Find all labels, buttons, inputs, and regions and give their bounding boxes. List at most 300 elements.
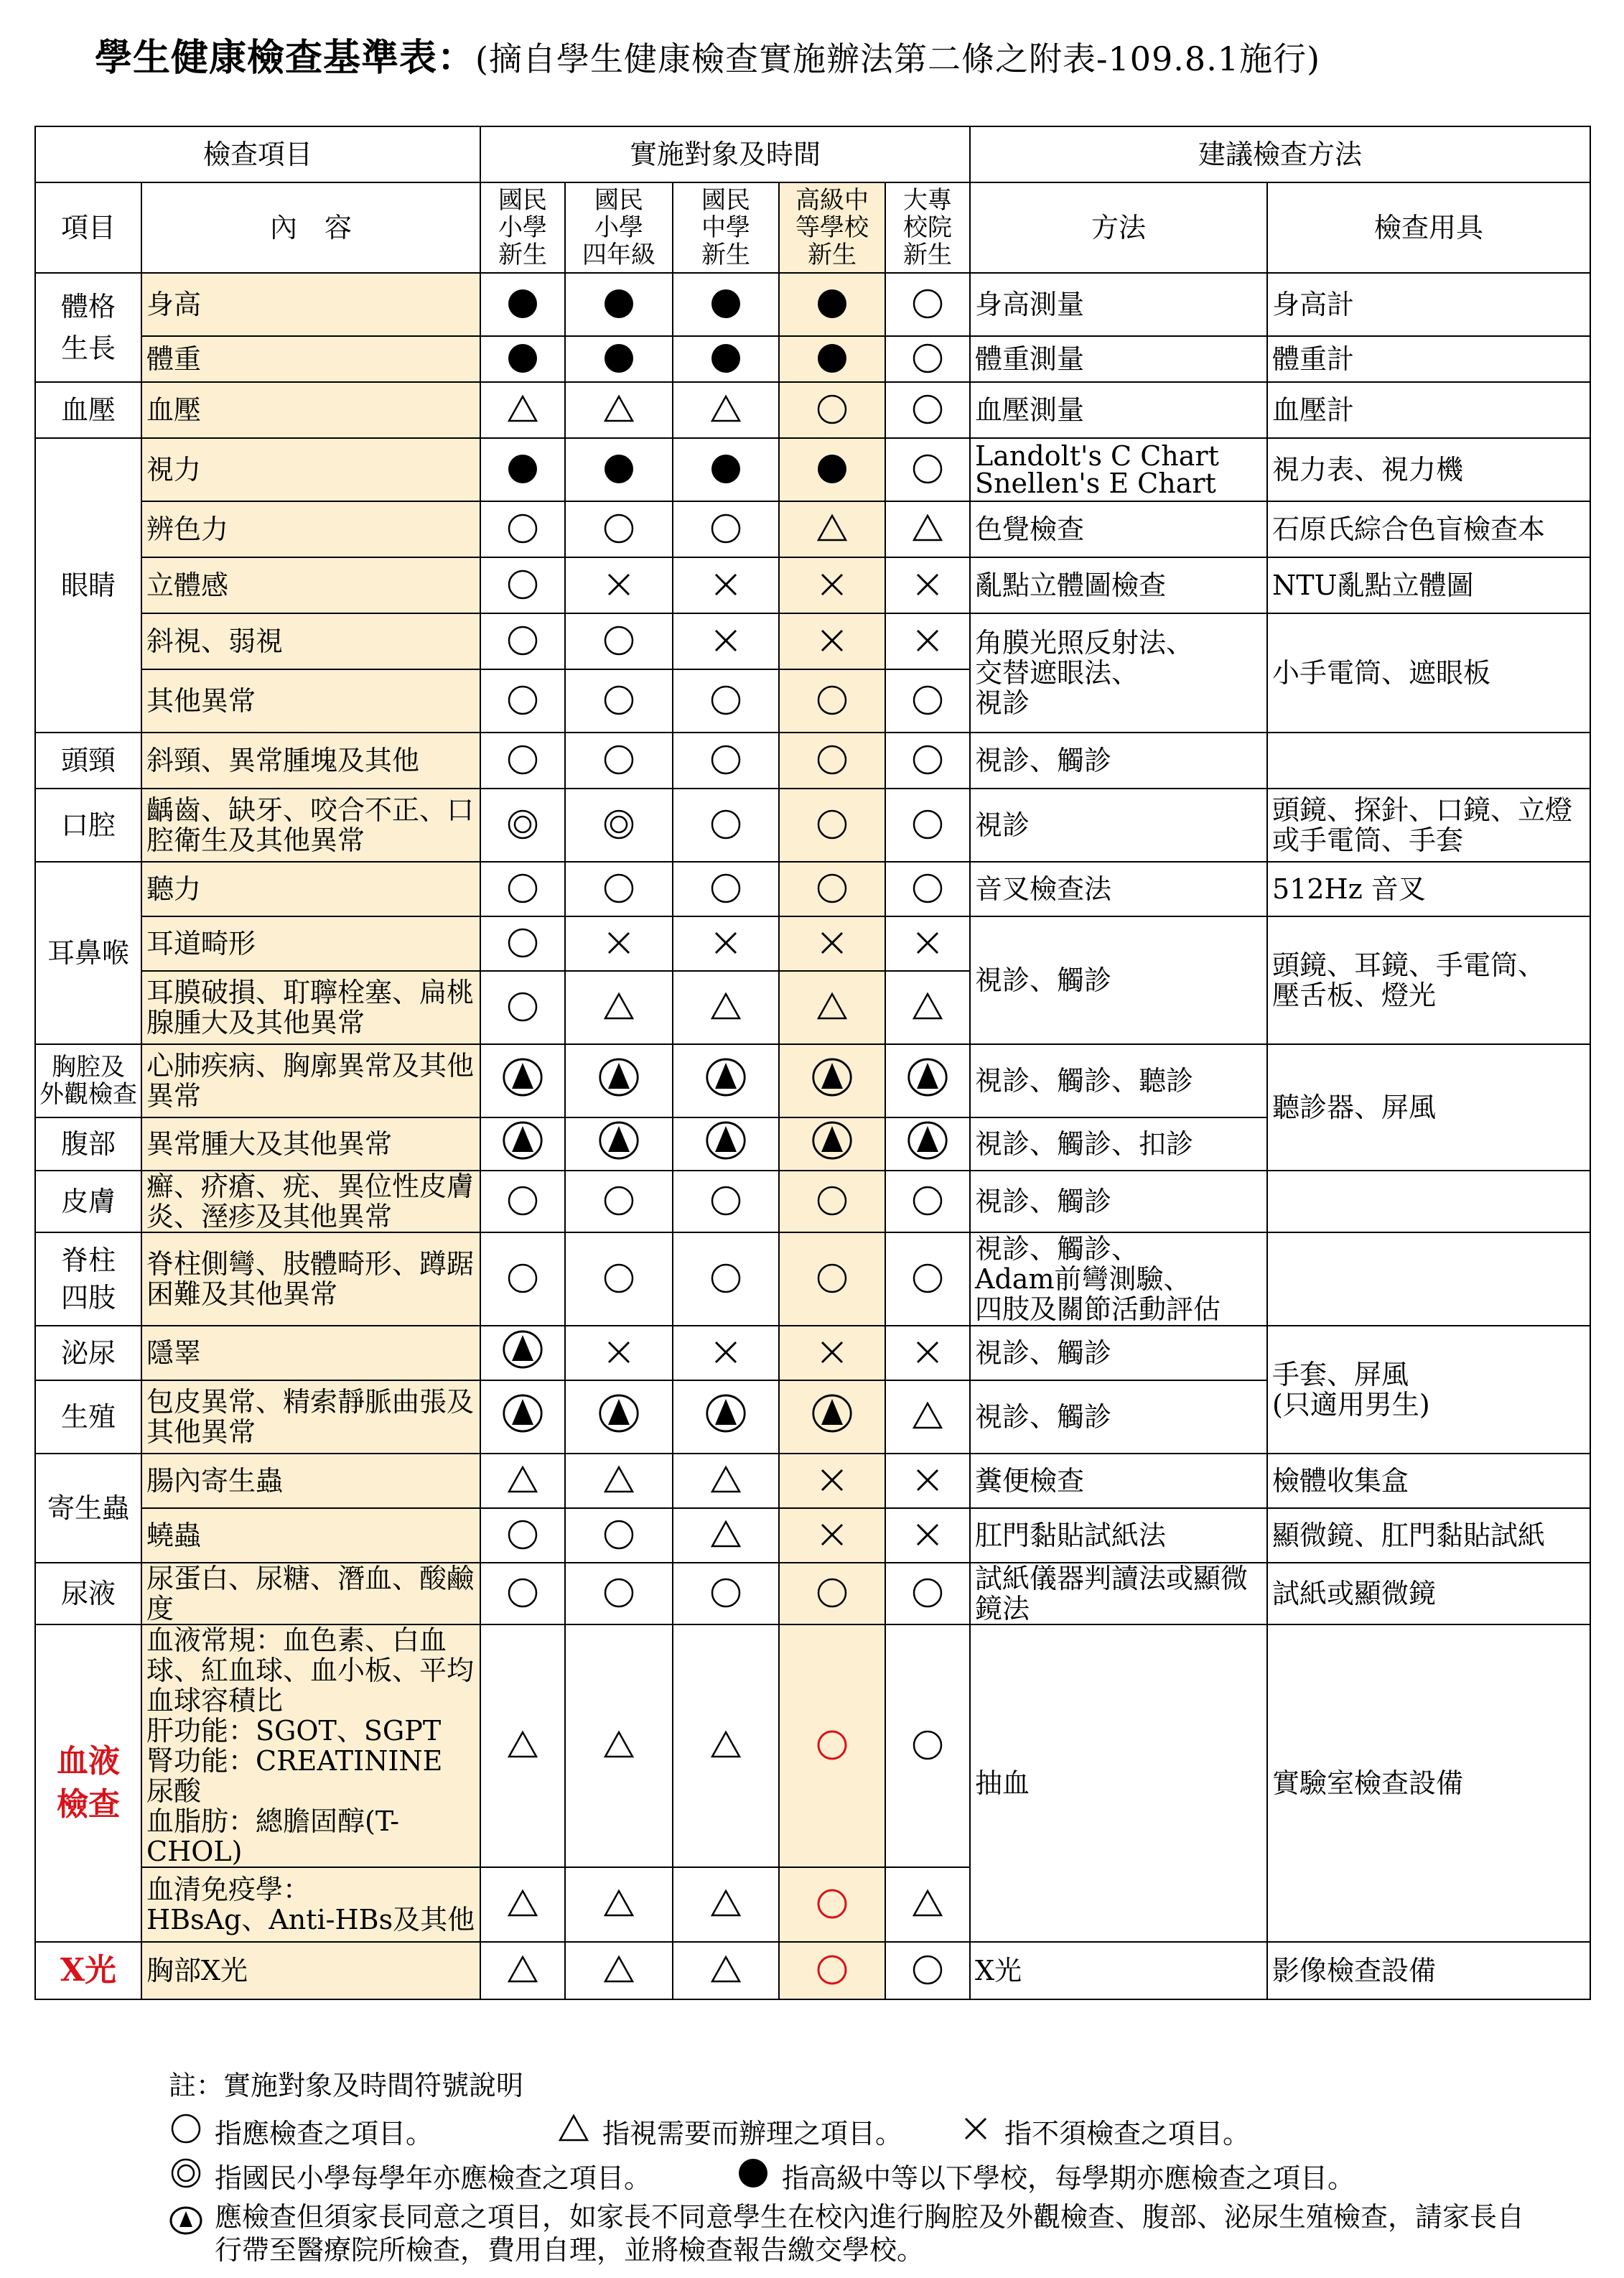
method-cell: 視診、觸診 — [970, 1326, 1267, 1380]
symbol-cell — [565, 1380, 673, 1454]
symbol-cell — [565, 438, 673, 501]
circle-icon — [811, 804, 853, 845]
symbol-cell — [885, 669, 970, 733]
legend-notes — [169, 2067, 1533, 2267]
method-cell: Landolt's C Chart Snellen's E Chart — [970, 438, 1267, 501]
symbol-cell — [885, 382, 970, 438]
symbol-cell — [565, 1044, 673, 1117]
symbol-cell — [885, 1171, 970, 1232]
symbol-cell — [480, 789, 565, 862]
circled-triangle-icon — [598, 1120, 640, 1161]
triangle-icon — [705, 1724, 747, 1766]
symbol-cell — [565, 1171, 673, 1232]
symbol-cell — [565, 1867, 673, 1942]
triangle-icon — [598, 389, 640, 430]
symbol-cell — [565, 336, 673, 382]
symbol-cell — [480, 1624, 565, 1867]
header-item: 項目 — [35, 182, 141, 273]
symbol-cell — [779, 336, 885, 382]
triangle-icon — [598, 1883, 640, 1925]
title-sub: (摘自學生健康檢查實施辦法第二條之附表-109.8.1施行) — [475, 39, 1321, 78]
circled-triangle-icon — [598, 1056, 640, 1098]
cross-icon — [811, 922, 853, 964]
method-cell: 抽血 — [970, 1624, 1267, 1942]
symbol-cell — [885, 733, 970, 789]
circle-icon — [705, 679, 747, 721]
header-tools: 檢查用具 — [1267, 182, 1590, 273]
header-targets: 實施對象及時間 — [480, 126, 970, 182]
symbol-cell — [480, 1508, 565, 1563]
group-label: X光 — [35, 1942, 141, 1999]
group-label: 皮膚 — [35, 1171, 141, 1232]
method-cell: 糞便檢查 — [970, 1454, 1267, 1508]
symbol-cell — [779, 1867, 885, 1942]
group-label: 泌尿 — [35, 1326, 141, 1380]
circle-icon — [811, 389, 853, 430]
triangle-icon — [598, 1459, 640, 1501]
triangle-icon — [705, 1949, 747, 1991]
triangle-icon — [502, 389, 543, 430]
symbol-cell — [565, 273, 673, 336]
header-method: 方法 — [970, 182, 1267, 273]
symbol-cell — [480, 1563, 565, 1624]
symbol-cell — [885, 1942, 970, 1999]
circle-icon — [598, 508, 640, 549]
black-dot-icon — [502, 283, 543, 325]
legend-cross-text: 指不須檢查之項目。 — [1004, 2117, 1251, 2149]
method-cell: 試紙儀器判讀法或顯微鏡法 — [970, 1563, 1267, 1624]
circle-icon — [811, 1572, 853, 1614]
triangle-icon — [502, 1949, 543, 1991]
circled-triangle-icon — [502, 1056, 543, 1098]
circle-icon — [598, 868, 640, 909]
circled-triangle-icon — [169, 2200, 215, 2247]
tools-cell: 影像檢查設備 — [1267, 1942, 1590, 1999]
circle-icon — [502, 564, 543, 605]
cross-icon — [705, 564, 747, 605]
symbol-cell — [673, 438, 779, 501]
red-circle-icon — [811, 1949, 853, 1991]
group-label: 生殖 — [35, 1380, 141, 1454]
symbol-cell — [480, 916, 565, 971]
circle-icon — [705, 1180, 747, 1222]
circle-icon — [907, 804, 948, 845]
method-cell: 視診、觸診 — [970, 733, 1267, 789]
tools-cell: 頭鏡、耳鏡、手電筒、 壓舌板、燈光 — [1267, 916, 1590, 1044]
legend-triangle-text: 指視需要而辦理之項目。 — [602, 2117, 903, 2149]
symbol-cell — [673, 1867, 779, 1942]
symbol-cell — [565, 733, 673, 789]
symbol-cell — [885, 613, 970, 669]
circle-icon — [907, 868, 948, 909]
content-cell: 辨色力 — [141, 501, 480, 557]
circle-icon — [502, 679, 543, 721]
symbol-cell — [779, 1942, 885, 1999]
circled-triangle-icon — [705, 1120, 747, 1161]
symbol-cell — [480, 669, 565, 733]
tools-cell: 血壓計 — [1267, 382, 1590, 438]
triangle-icon — [502, 1459, 543, 1501]
symbol-cell — [565, 1624, 673, 1867]
header-methods: 建議檢查方法 — [970, 126, 1590, 182]
circle-icon — [705, 804, 747, 845]
content-cell: 血清免疫學： HBsAg、Anti-HBs及其他 — [141, 1867, 480, 1942]
header-grade-3: 國民 中學 新生 — [673, 182, 779, 273]
content-cell: 癬、疥瘡、疣、異位性皮膚炎、溼疹及其他異常 — [141, 1171, 480, 1232]
cross-icon — [705, 922, 747, 964]
symbol-cell — [779, 1508, 885, 1563]
cross-icon — [811, 620, 853, 661]
symbol-cell — [885, 1117, 970, 1171]
circle-icon — [598, 1572, 640, 1614]
circled-triangle-icon — [907, 1056, 948, 1098]
symbol-cell — [480, 1171, 565, 1232]
content-cell: 聽力 — [141, 862, 480, 916]
tools-cell: 實驗室檢查設備 — [1267, 1624, 1590, 1942]
symbol-cell — [673, 1942, 779, 1999]
symbol-cell — [480, 862, 565, 916]
circle-icon — [705, 1572, 747, 1614]
symbol-cell — [779, 1380, 885, 1454]
circle-icon — [502, 508, 543, 549]
content-cell: 脊柱側彎、肢體畸形、蹲踞困難及其他異常 — [141, 1232, 480, 1326]
symbol-cell — [565, 1508, 673, 1563]
symbol-cell — [885, 1563, 970, 1624]
symbol-cell — [779, 1232, 885, 1326]
circled-triangle-icon — [907, 1120, 948, 1161]
symbol-cell — [779, 789, 885, 862]
symbol-cell — [673, 916, 779, 971]
circle-icon — [907, 1257, 948, 1299]
symbol-cell — [480, 501, 565, 557]
symbol-cell — [673, 1232, 779, 1326]
symbol-cell — [673, 1117, 779, 1171]
black-dot-icon — [736, 2156, 782, 2200]
symbol-cell — [885, 438, 970, 501]
legend-circle-text: 指應檢查之項目。 — [215, 2117, 434, 2149]
triangle-icon — [907, 986, 948, 1028]
symbol-cell — [885, 1326, 970, 1380]
symbol-cell — [885, 1624, 970, 1867]
circle-icon — [811, 868, 853, 909]
symbol-cell — [480, 1326, 565, 1380]
double-circle-icon — [169, 2156, 215, 2200]
black-dot-icon — [705, 338, 747, 379]
symbol-cell — [673, 501, 779, 557]
circle-icon — [502, 620, 543, 661]
legend-title: 註：實施對象及時間符號說明 — [169, 2070, 524, 2101]
symbol-cell — [480, 1117, 565, 1171]
circle-icon — [502, 922, 543, 964]
symbol-cell — [565, 501, 673, 557]
symbol-cell — [480, 336, 565, 382]
black-dot-icon — [705, 448, 747, 490]
tools-cell: 試紙或顯微鏡 — [1267, 1563, 1590, 1624]
cross-icon — [907, 922, 948, 964]
symbol-cell — [565, 916, 673, 971]
black-dot-icon — [598, 448, 640, 490]
triangle-icon — [705, 1514, 747, 1556]
black-dot-icon — [598, 283, 640, 325]
circled-triangle-icon — [502, 1120, 543, 1161]
red-circle-icon — [811, 1724, 853, 1766]
content-cell: 耳膜破損、耵聹栓塞、扁桃腺腫大及其他異常 — [141, 971, 480, 1044]
triangle-icon — [811, 508, 853, 549]
symbol-cell — [673, 733, 779, 789]
tools-cell: 聽診器、屏風 — [1267, 1044, 1590, 1171]
red-circle-icon — [811, 1883, 853, 1925]
header-content: 內 容 — [141, 182, 480, 273]
content-cell: 立體感 — [141, 557, 480, 613]
group-label: 眼睛 — [35, 438, 141, 733]
circle-icon — [598, 1514, 640, 1556]
cross-icon — [907, 1331, 948, 1373]
cross-icon — [907, 564, 948, 605]
symbol-cell — [480, 1867, 565, 1942]
content-cell: 胸部X光 — [141, 1942, 480, 1999]
symbol-cell — [779, 438, 885, 501]
content-cell: 腸內寄生蟲 — [141, 1454, 480, 1508]
header-grade-2: 國民 小學 四年級 — [565, 182, 673, 273]
cross-icon — [958, 2111, 1004, 2155]
circled-triangle-icon — [811, 1120, 853, 1161]
triangle-icon — [907, 508, 948, 549]
symbol-cell — [673, 789, 779, 862]
symbol-cell — [480, 971, 565, 1044]
circled-triangle-icon — [705, 1393, 747, 1434]
method-cell: 身高測量 — [970, 273, 1267, 336]
symbol-cell — [779, 501, 885, 557]
symbol-cell — [565, 1326, 673, 1380]
content-cell: 隱睪 — [141, 1326, 480, 1380]
symbol-cell — [480, 733, 565, 789]
symbol-cell — [673, 1380, 779, 1454]
symbol-cell — [885, 1232, 970, 1326]
symbol-cell — [480, 557, 565, 613]
double-circle-icon — [598, 804, 640, 845]
content-cell: 包皮異常、精索靜脈曲張及其他異常 — [141, 1380, 480, 1454]
legend-double-circle-text: 指國民小學每學年亦應檢查之項目。 — [215, 2162, 652, 2194]
tools-cell: NTU亂點立體圖 — [1267, 557, 1590, 613]
symbol-cell — [779, 1624, 885, 1867]
symbol-cell — [480, 613, 565, 669]
tools-cell: 視力表、視力機 — [1267, 438, 1590, 501]
health-check-table — [34, 126, 1591, 2000]
circled-triangle-icon — [502, 1329, 543, 1370]
symbol-cell — [779, 1454, 885, 1508]
circle-icon — [705, 868, 747, 909]
symbol-cell — [673, 1563, 779, 1624]
group-label: 胸腔及 外觀檢查 — [35, 1044, 141, 1117]
symbol-cell — [779, 1171, 885, 1232]
symbol-cell — [673, 613, 779, 669]
tools-cell: 檢體收集盒 — [1267, 1454, 1590, 1508]
circle-icon — [907, 739, 948, 781]
header-grade-1: 國民 小學 新生 — [480, 182, 565, 273]
circle-icon — [705, 508, 747, 549]
method-cell: 角膜光照反射法、 交替遮眼法、 視診 — [970, 613, 1267, 733]
symbol-cell — [480, 273, 565, 336]
symbol-cell — [779, 669, 885, 733]
symbol-cell — [673, 971, 779, 1044]
symbol-cell — [565, 1563, 673, 1624]
tools-cell: 頭鏡、探針、口鏡、立燈或手電筒、手套 — [1267, 789, 1590, 862]
triangle-icon — [556, 2111, 602, 2155]
tools-cell — [1267, 1232, 1590, 1326]
symbol-cell — [885, 557, 970, 613]
circle-icon — [502, 1257, 543, 1299]
symbol-cell — [885, 1508, 970, 1563]
symbol-cell — [480, 382, 565, 438]
symbol-cell — [673, 1044, 779, 1117]
cross-icon — [705, 1331, 747, 1373]
black-dot-icon — [502, 338, 543, 379]
circle-icon — [907, 283, 948, 325]
content-cell: 異常腫大及其他異常 — [141, 1117, 480, 1171]
tools-cell: 小手電筒、遮眼板 — [1267, 613, 1590, 733]
symbol-cell — [565, 613, 673, 669]
symbol-cell — [673, 669, 779, 733]
circle-icon — [598, 679, 640, 721]
symbol-cell — [885, 273, 970, 336]
symbol-cell — [673, 1454, 779, 1508]
content-cell: 斜視、弱視 — [141, 613, 480, 669]
symbol-cell — [565, 971, 673, 1044]
circle-icon — [502, 1572, 543, 1614]
symbol-cell — [673, 1508, 779, 1563]
symbol-cell — [565, 669, 673, 733]
circled-triangle-icon — [598, 1393, 640, 1434]
method-cell: 體重測量 — [970, 336, 1267, 382]
cross-icon — [598, 922, 640, 964]
content-cell: 尿蛋白、尿糖、潛血、酸鹼度 — [141, 1563, 480, 1624]
tools-cell: 顯微鏡、肛門黏貼試紙 — [1267, 1508, 1590, 1563]
circled-triangle-icon — [811, 1056, 853, 1098]
circle-icon — [502, 739, 543, 781]
circle-icon — [811, 739, 853, 781]
triangle-icon — [811, 986, 853, 1028]
tools-cell: 512Hz 音叉 — [1267, 862, 1590, 916]
circle-icon — [907, 679, 948, 721]
black-dot-icon — [705, 283, 747, 325]
circle-icon — [907, 1724, 948, 1766]
circle-icon — [598, 620, 640, 661]
circle-icon — [907, 1949, 948, 1991]
circle-icon — [502, 986, 543, 1028]
circle-icon — [598, 739, 640, 781]
symbol-cell — [565, 1942, 673, 1999]
symbol-cell — [480, 438, 565, 501]
symbol-cell — [779, 916, 885, 971]
cross-icon — [907, 1514, 948, 1556]
symbol-cell — [565, 382, 673, 438]
circle-icon — [907, 1180, 948, 1222]
symbol-cell — [565, 1117, 673, 1171]
triangle-icon — [907, 1395, 948, 1437]
circle-icon — [907, 1572, 948, 1614]
content-cell: 心肺疾病、胸廓異常及其他異常 — [141, 1044, 480, 1117]
method-cell: 視診、觸診、扣診 — [970, 1117, 1267, 1171]
group-label: 血壓 — [35, 382, 141, 438]
symbol-cell — [779, 733, 885, 789]
symbol-cell — [779, 971, 885, 1044]
circle-icon — [811, 679, 853, 721]
content-cell: 體重 — [141, 336, 480, 382]
group-label: 血液 檢查 — [35, 1624, 141, 1942]
symbol-cell — [673, 273, 779, 336]
symbol-cell — [885, 862, 970, 916]
symbol-cell — [779, 613, 885, 669]
tools-cell: 體重計 — [1267, 336, 1590, 382]
triangle-icon — [502, 1724, 543, 1766]
double-circle-icon — [502, 804, 543, 845]
symbol-cell — [673, 382, 779, 438]
circled-triangle-icon — [705, 1056, 747, 1098]
method-cell: 視診、觸診、聽診 — [970, 1044, 1267, 1117]
content-cell: 視力 — [141, 438, 480, 501]
group-label: 腹部 — [35, 1117, 141, 1171]
circle-icon — [811, 1180, 853, 1222]
symbol-cell — [673, 1624, 779, 1867]
content-cell: 耳道畸形 — [141, 916, 480, 971]
triangle-icon — [705, 1883, 747, 1925]
circle-icon — [705, 739, 747, 781]
symbol-cell — [885, 789, 970, 862]
circle-icon — [907, 448, 948, 490]
cross-icon — [598, 564, 640, 605]
symbol-cell — [885, 501, 970, 557]
circle-icon — [811, 1257, 853, 1299]
content-cell: 身高 — [141, 273, 480, 336]
symbol-cell — [565, 1454, 673, 1508]
legend-black-dot-text: 指高級中等以下學校，每學期亦應檢查之項目。 — [782, 2162, 1355, 2194]
symbol-cell — [885, 1454, 970, 1508]
header-grade-4: 高級中 等學校 新生 — [779, 182, 885, 273]
symbol-cell — [565, 557, 673, 613]
symbol-cell — [673, 862, 779, 916]
symbol-cell — [885, 336, 970, 382]
triangle-icon — [598, 1949, 640, 1991]
group-label: 尿液 — [35, 1563, 141, 1624]
method-cell: 音叉檢查法 — [970, 862, 1267, 916]
page-title — [95, 27, 1320, 81]
triangle-icon — [907, 1883, 948, 1925]
symbol-cell — [779, 273, 885, 336]
method-cell: 肛門黏貼試紙法 — [970, 1508, 1267, 1563]
tools-cell: 石原氏綜合色盲檢查本 — [1267, 501, 1590, 557]
symbol-cell — [480, 1454, 565, 1508]
symbol-cell — [480, 1380, 565, 1454]
method-cell: 亂點立體圖檢查 — [970, 557, 1267, 613]
circle-icon — [598, 1257, 640, 1299]
symbol-cell — [480, 1942, 565, 1999]
tools-cell: 身高計 — [1267, 273, 1590, 336]
symbol-cell — [480, 1044, 565, 1117]
cross-icon — [907, 620, 948, 661]
circle-icon — [598, 1180, 640, 1222]
method-cell: X光 — [970, 1942, 1267, 1999]
method-cell: 血壓測量 — [970, 382, 1267, 438]
triangle-icon — [598, 986, 640, 1028]
cross-icon — [811, 1459, 853, 1501]
content-cell: 血液常規：血色素、白血球、紅血球、血小板、平均血球容積比 肝功能：SGOT、SGPT 腎功能：CREATININE 尿酸 血脂肪：總膽固醇(T-CHOL) — [141, 1624, 480, 1867]
triangle-icon — [705, 389, 747, 430]
group-label: 耳鼻喉 — [35, 862, 141, 1044]
circled-triangle-icon — [502, 1393, 543, 1434]
symbol-cell — [673, 336, 779, 382]
black-dot-icon — [811, 338, 853, 379]
circle-icon — [907, 338, 948, 379]
